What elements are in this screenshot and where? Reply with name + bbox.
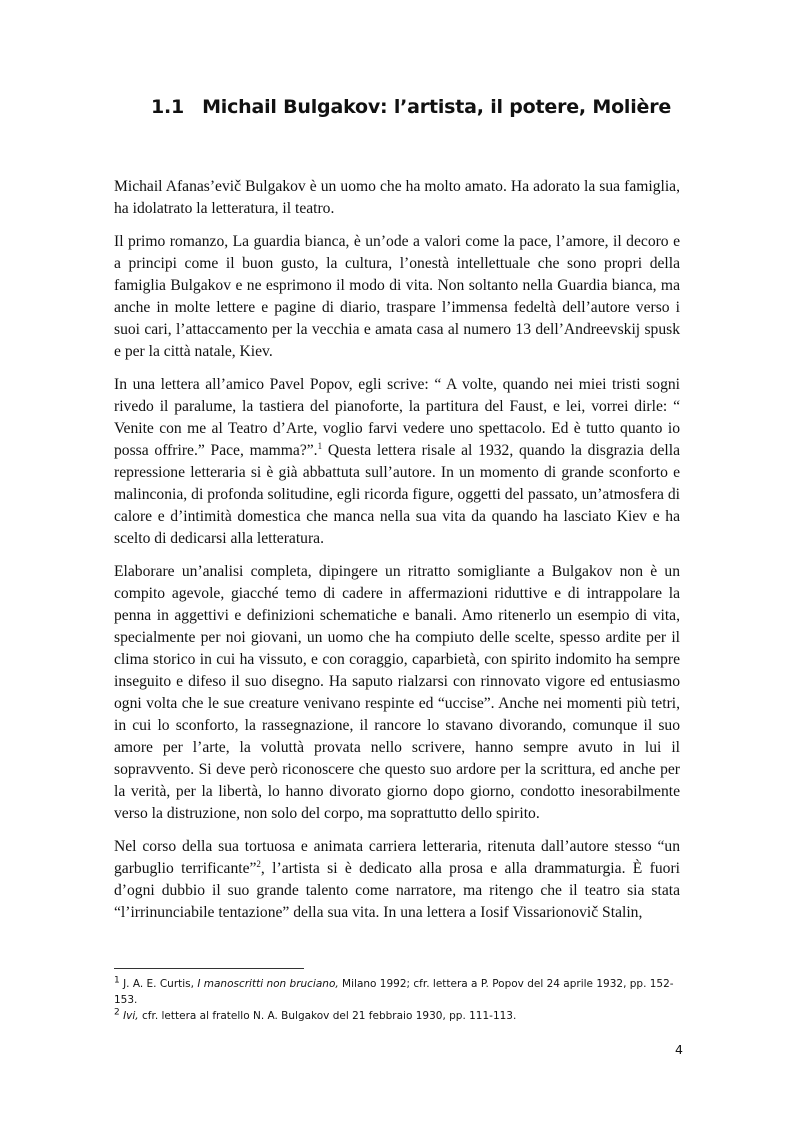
paragraph-5-text-b: , l’artista si è dedicato alla prosa e alla drammaturgia. È fuori d’ogni dubbio il suo grande talento come narratore, ma ritengo che il teatro sia stata “l’irrinunciabile tentazione” della sua vita. In una lettera a Iosif Vissarionovič Stalin, (114, 860, 680, 921)
paragraph-3-text-b: Questa lettera risale al 1932, quando la disgrazia della repressione letteraria si è già abbattuta sull’autore. In un momento di grande sconforto e malinconia, di profonda solitudine, egli ricorda figure, oggetti del passato, un’atmosfera di calore e d’intimità domestica che manca nella sua vita da quando ha lasciato Kiev e ha scelto di dedicarsi alla letteratura. (114, 442, 681, 547)
paragraph-5-text-a: Nel corso della sua tortuosa e animata carriera letteraria, ritenuta dall’autore stesso “un garbuglio terrificante” (114, 838, 680, 877)
footnote-1-text-b: Milano 1992; cfr. lettera a P. Popov del 24 aprile 1932, pp. 152-153. (114, 978, 674, 1006)
footnote-1-number: 1 (114, 975, 120, 986)
section-heading (151, 96, 671, 118)
section-number: 1.1 (151, 96, 185, 118)
section-title: Michail Bulgakov: l’artista, il potere, Molière (202, 96, 672, 118)
paragraph-4: Elaborare un’analisi completa, dipingere un ritratto somigliante a Bulgakov non è un compito agevole, giacché temo di cadere in affermazioni riduttive e di intrappolare la penna in aggettivi e definizioni schematiche e banali. Amo ritenerlo un esempio di vita, specialmente per noi giovani, un uomo che ha compiuto delle scelte, spesso ardite per il clima storico in cui ha vissuto, e con coraggio, caparbietà, con spirito indomito ha sempre inseguito e difeso il suo disegno. Ha saputo rialzarsi con rinnovato vigore ed entusiasmo ogni volta che le sue creature venivano respinte ed “uccise”. Anche nei momenti più tetri, in cui lo sconforto, la rassegnazione, il rancore lo stavano divorando, comunque il suo amore per l’arte, la voluttà provata nello scrivere, hanno sempre avuto in lui il sopravvento. Si deve però riconoscere che questo suo ardore per la scrittura, ed anche per la verità, per la libertà, lo hanno divorato giorno dopo giorno, condotto inesorabilmente verso la distruzione, non solo del corpo, ma soprattutto dello spirito. (114, 563, 680, 822)
footnotes (114, 976, 680, 1024)
footnote-1 (114, 976, 680, 1008)
footnote-ref-2[interactable]: 2 (256, 858, 261, 869)
body-text (114, 176, 680, 935)
paragraph-3 (114, 374, 680, 550)
footnote-ref-1[interactable]: 1 (317, 440, 323, 451)
page-number: 4 (675, 1042, 683, 1057)
footnote-2-title: Ivi, (123, 1010, 139, 1022)
footnote-2-text-b: cfr. lettera al fratello N. A. Bulgakov del 21 febbraio 1930, pp. 111-113. (138, 1010, 517, 1022)
paragraph-3-text-a: In una lettera all’amico Pavel Popov, egli scrive: “ A volte, quando nei miei tristi sogni rivedo il paralume, la tastiera del pianoforte, la partitura del Faust, e lei, vorrei dirle: “ Venite con me al Teatro d’Arte, voglio farvi vedere uno spettacolo. Ed è tutto quanto io possa offrire.” Pace, mamma?”. (114, 376, 680, 459)
paragraph-5 (114, 836, 680, 924)
paragraph-2: Il primo romanzo, La guardia bianca, è un’ode a valori come la pace, l’amore, il decoro e a principi come il buon gusto, la cultura, l’onestà intellettuale che sono propri della famiglia Bulgakov e ne esprimono il modo di vita. Non soltanto nella Guardia bianca, ma anche in molte lettere e pagine di diario, traspare l’immensa fedeltà dell’autore verso i suoi cari, l’attaccamento per la vecchia e amata casa al numero 13 dell’Andreevskij spusk e per la città natale, Kiev. (114, 233, 680, 360)
footnote-1-text-a: J. A. E. Curtis, (119, 978, 198, 990)
paragraph-1: Michail Afanas’evič Bulgakov è un uomo che ha molto amato. Ha adorato la sua famiglia, ha idolatrato la letteratura, il teatro. (114, 178, 680, 217)
footnote-1-title: I manoscritti non bruciano, (197, 978, 339, 990)
footnote-2-number: 2 (114, 1007, 120, 1018)
footnote-2 (114, 1008, 680, 1024)
footnote-separator (114, 968, 304, 969)
